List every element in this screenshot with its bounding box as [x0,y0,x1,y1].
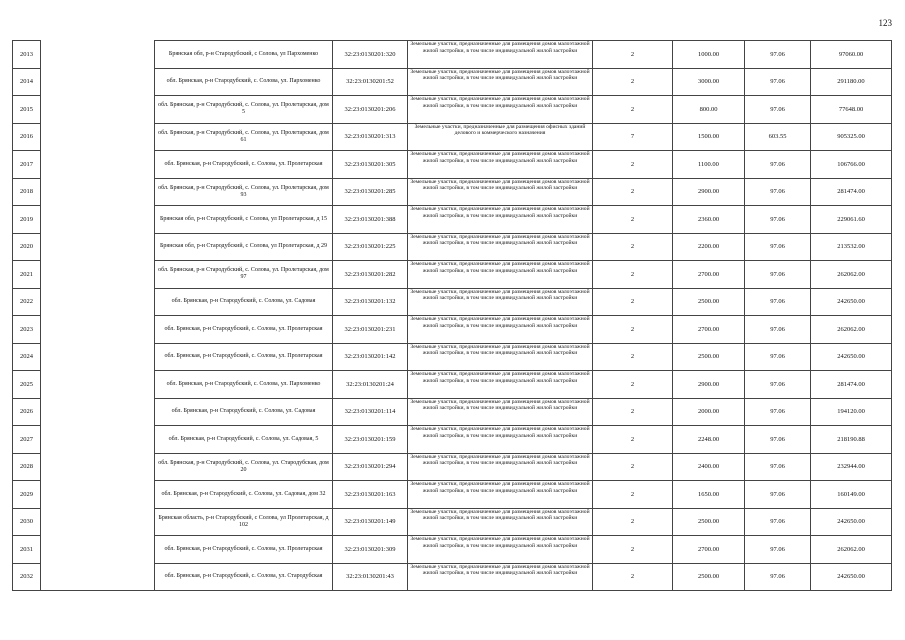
group-cell: 2 [593,41,673,69]
cadastral-value-cell: 77648.00 [811,96,892,124]
area-cell: 2900.00 [673,178,745,206]
row-number-cell: 2022 [13,288,41,316]
area-cell: 2700.00 [673,261,745,289]
table-row [13,206,892,234]
cadastral-value-cell: 160149.00 [811,481,892,509]
cadastral-value-cell: 281474.00 [811,178,892,206]
rate-cell: 97.06 [745,508,811,536]
address-cell: обл. Брянская, р-н Стародубский, с. Солова, ул. Пролетарская, дом 93 [155,178,333,206]
row-number-cell: 2020 [13,233,41,261]
blank-cell [41,453,155,481]
address-cell: обл. Брянская, р-н Стародубский, с. Солова, ул. Пархоменко [155,68,333,96]
group-cell: 2 [593,316,673,344]
cadastral-number-cell: 32:23:0130201:305 [333,151,408,179]
address-cell: обл. Брянская, р-н Стародубский, с. Солова, ул. Пролетарская [155,536,333,564]
cadastral-number-cell: 32:23:0130201:225 [333,233,408,261]
rate-cell: 97.06 [745,426,811,454]
cadastral-value-cell: 291180.00 [811,68,892,96]
row-number-cell: 2029 [13,481,41,509]
area-cell: 2500.00 [673,508,745,536]
row-number-cell: 2021 [13,261,41,289]
cadastral-value-cell: 106766.00 [811,151,892,179]
area-cell: 2700.00 [673,316,745,344]
table-row [13,261,892,289]
cadastral-number-cell: 32:23:0130201:163 [333,481,408,509]
cadastral-value-cell: 242650.00 [811,563,892,591]
group-cell: 2 [593,453,673,481]
group-cell: 2 [593,261,673,289]
rate-cell: 97.06 [745,41,811,69]
cadastral-value-cell: 262062.00 [811,261,892,289]
cadastral-number-cell: 32:23:0130201:114 [333,398,408,426]
blank-cell [41,206,155,234]
group-cell: 2 [593,426,673,454]
land-use-cell: Земельные участки, предназначенные для размещения домов малоэтажной жилой застройки, в том числе индивидуальной жилой застройки [408,68,593,96]
rate-cell: 97.06 [745,68,811,96]
area-cell: 2500.00 [673,343,745,371]
land-use-cell: Земельные участки, предназначенные для размещения домов малоэтажной жилой застройки, в том числе индивидуальной жилой застройки [408,536,593,564]
table-row [13,453,892,481]
table-row [13,178,892,206]
cadastral-number-cell: 32:23:0130201:206 [333,96,408,124]
row-number-cell: 2026 [13,398,41,426]
row-number-cell: 2030 [13,508,41,536]
row-number-cell: 2014 [13,68,41,96]
blank-cell [41,481,155,509]
group-cell: 2 [593,206,673,234]
rate-cell: 97.06 [745,398,811,426]
blank-cell [41,178,155,206]
cadastral-value-cell: 242650.00 [811,343,892,371]
land-use-cell: Земельные участки, предназначенные для размещения офисных зданий делового и коммерческого назначения [408,123,593,151]
group-cell: 2 [593,398,673,426]
row-number-cell: 2019 [13,206,41,234]
group-cell: 7 [593,123,673,151]
group-cell: 2 [593,288,673,316]
land-use-cell: Земельные участки, предназначенные для размещения домов малоэтажной жилой застройки, в том числе индивидуальной жилой застройки [408,233,593,261]
area-cell: 2360.00 [673,206,745,234]
blank-cell [41,316,155,344]
table-row [13,288,892,316]
cadastral-number-cell: 32:23:0130201:285 [333,178,408,206]
blank-cell [41,68,155,96]
blank-cell [41,536,155,564]
table-row [13,536,892,564]
land-use-cell: Земельные участки, предназначенные для размещения домов малоэтажной жилой застройки, в том числе индивидуальной жилой застройки [408,316,593,344]
cadastral-value-cell: 242650.00 [811,288,892,316]
cadastral-number-cell: 32:23:0130201:52 [333,68,408,96]
table-row [13,343,892,371]
rate-cell: 97.06 [745,371,811,399]
land-use-cell: Земельные участки, предназначенные для размещения домов малоэтажной жилой застройки, в том числе индивидуальной жилой застройки [408,151,593,179]
address-cell: Брянская обл, р-н Стародубский, с Солова, ул Пролетарская, д 15 [155,206,333,234]
cadastral-number-cell: 32:23:0130201:309 [333,536,408,564]
rate-cell: 97.06 [745,261,811,289]
rate-cell: 97.06 [745,178,811,206]
rate-cell: 97.06 [745,481,811,509]
land-use-cell: Земельные участки, предназначенные для размещения домов малоэтажной жилой застройки, в том числе индивидуальной жилой застройки [408,481,593,509]
row-number-cell: 2013 [13,41,41,69]
cadastral-number-cell: 32:23:0130201:149 [333,508,408,536]
area-cell: 2200.00 [673,233,745,261]
cadastral-number-cell: 32:23:0130201:159 [333,426,408,454]
table-row [13,68,892,96]
table-row [13,96,892,124]
blank-cell [41,426,155,454]
area-cell: 2900.00 [673,371,745,399]
cadastral-value-cell: 218190.88 [811,426,892,454]
cadastral-value-table [12,40,892,591]
blank-cell [41,151,155,179]
land-use-cell: Земельные участки, предназначенные для размещения домов малоэтажной жилой застройки, в том числе индивидуальной жилой застройки [408,41,593,69]
table-row [13,316,892,344]
blank-cell [41,96,155,124]
blank-cell [41,233,155,261]
rate-cell: 97.06 [745,453,811,481]
rate-cell: 603.55 [745,123,811,151]
land-use-cell: Земельные участки, предназначенные для размещения домов малоэтажной жилой застройки, в том числе индивидуальной жилой застройки [408,96,593,124]
address-cell: Брянская обл, р-н Стародубский, с Солова, ул Пролетарская, д 29 [155,233,333,261]
area-cell: 2500.00 [673,563,745,591]
area-cell: 1100.00 [673,151,745,179]
land-use-cell: Земельные участки, предназначенные для размещения домов малоэтажной жилой застройки, в том числе индивидуальной жилой застройки [408,288,593,316]
group-cell: 2 [593,68,673,96]
address-cell: обл. Брянская, р-н Стародубский, с. Солова, ул. Пролетарская, дом 61 [155,123,333,151]
table-row [13,123,892,151]
address-cell: обл. Брянская, р-н Стародубский, с. Солова, ул. Стародубская [155,563,333,591]
cadastral-value-cell: 229061.60 [811,206,892,234]
rate-cell: 97.06 [745,563,811,591]
cadastral-value-cell: 262062.00 [811,536,892,564]
cadastral-value-cell: 281474.00 [811,371,892,399]
area-cell: 2400.00 [673,453,745,481]
table-row [13,508,892,536]
group-cell: 2 [593,96,673,124]
cadastral-number-cell: 32:23:0130201:132 [333,288,408,316]
cadastral-value-cell: 242650.00 [811,508,892,536]
cadastral-number-cell: 32:23:0130201:43 [333,563,408,591]
address-cell: Брянская обл, р-н Стародубский, с Солова, ул Пархоменко [155,41,333,69]
row-number-cell: 2032 [13,563,41,591]
table-row [13,563,892,591]
address-cell: обл. Брянская, р-н Стародубский, с. Солова, ул. Пархоменко [155,371,333,399]
cadastral-number-cell: 32:23:0130201:142 [333,343,408,371]
group-cell: 2 [593,508,673,536]
cadastral-number-cell: 32:23:0130201:313 [333,123,408,151]
blank-cell [41,123,155,151]
cadastral-value-cell: 213532.00 [811,233,892,261]
row-number-cell: 2016 [13,123,41,151]
area-cell: 1000.00 [673,41,745,69]
table-row [13,41,892,69]
cadastral-number-cell: 32:23:0130201:231 [333,316,408,344]
area-cell: 800.00 [673,96,745,124]
group-cell: 2 [593,371,673,399]
land-use-cell: Земельные участки, предназначенные для размещения домов малоэтажной жилой застройки, в том числе индивидуальной жилой застройки [408,508,593,536]
group-cell: 2 [593,563,673,591]
blank-cell [41,371,155,399]
area-cell: 1500.00 [673,123,745,151]
row-number-cell: 2027 [13,426,41,454]
row-number-cell: 2024 [13,343,41,371]
rate-cell: 97.06 [745,343,811,371]
address-cell: обл. Брянская, р-н Стародубский, с. Солова, ул. Садовая, дом 32 [155,481,333,509]
cadastral-value-cell: 232944.00 [811,453,892,481]
row-number-cell: 2015 [13,96,41,124]
cadastral-value-cell: 262062.00 [811,316,892,344]
table-row [13,371,892,399]
address-cell: обл. Брянская, р-н Стародубский, с. Солова, ул. Садовая [155,288,333,316]
table-row [13,151,892,179]
blank-cell [41,508,155,536]
table-row [13,233,892,261]
address-cell: обл. Брянская, р-н Стародубский, с. Солова, ул. Стародубская, дом 20 [155,453,333,481]
row-number-cell: 2031 [13,536,41,564]
cadastral-number-cell: 32:23:0130201:282 [333,261,408,289]
group-cell: 2 [593,151,673,179]
rate-cell: 97.06 [745,206,811,234]
row-number-cell: 2028 [13,453,41,481]
area-cell: 2500.00 [673,288,745,316]
cadastral-number-cell: 32:23:0130201:388 [333,206,408,234]
table-row [13,426,892,454]
rate-cell: 97.06 [745,233,811,261]
rate-cell: 97.06 [745,96,811,124]
cadastral-number-cell: 32:23:0130201:320 [333,41,408,69]
address-cell: обл. Брянская, р-н Стародубский, с. Солова, ул. Пролетарская [155,151,333,179]
land-use-cell: Земельные участки, предназначенные для размещения домов малоэтажной жилой застройки, в том числе индивидуальной жилой застройки [408,343,593,371]
cadastral-value-cell: 194120.00 [811,398,892,426]
area-cell: 2700.00 [673,536,745,564]
group-cell: 2 [593,536,673,564]
land-use-cell: Земельные участки, предназначенные для размещения домов малоэтажной жилой застройки, в том числе индивидуальной жилой застройки [408,371,593,399]
rate-cell: 97.06 [745,316,811,344]
address-cell: обл. Брянская, р-н Стародубский, с. Солова, ул. Пролетарская, дом 97 [155,261,333,289]
group-cell: 2 [593,233,673,261]
land-use-cell: Земельные участки, предназначенные для размещения домов малоэтажной жилой застройки, в том числе индивидуальной жилой застройки [408,261,593,289]
row-number-cell: 2025 [13,371,41,399]
page-number: 123 [878,18,892,28]
blank-cell [41,398,155,426]
rate-cell: 97.06 [745,536,811,564]
group-cell: 2 [593,343,673,371]
table-row [13,481,892,509]
rate-cell: 97.06 [745,288,811,316]
table-body [13,41,892,591]
area-cell: 3000.00 [673,68,745,96]
area-cell: 2248.00 [673,426,745,454]
rate-cell: 97.06 [745,151,811,179]
row-number-cell: 2017 [13,151,41,179]
cadastral-value-cell: 97060.00 [811,41,892,69]
land-use-cell: Земельные участки, предназначенные для размещения домов малоэтажной жилой застройки, в том числе индивидуальной жилой застройки [408,426,593,454]
land-use-cell: Земельные участки, предназначенные для размещения домов малоэтажной жилой застройки, в том числе индивидуальной жилой застройки [408,178,593,206]
blank-cell [41,41,155,69]
cadastral-number-cell: 32:23:0130201:24 [333,371,408,399]
group-cell: 2 [593,178,673,206]
area-cell: 1650.00 [673,481,745,509]
cadastral-number-cell: 32:23:0130201:294 [333,453,408,481]
land-use-cell: Земельные участки, предназначенные для размещения домов малоэтажной жилой застройки, в том числе индивидуальной жилой застройки [408,453,593,481]
blank-cell [41,343,155,371]
row-number-cell: 2018 [13,178,41,206]
address-cell: обл. Брянская, р-н Стародубский, с. Солова, ул. Пролетарская [155,316,333,344]
address-cell: Брянская область, р-н Стародубский, с Солова, ул Пролетарская, д 102 [155,508,333,536]
blank-cell [41,288,155,316]
land-use-cell: Земельные участки, предназначенные для размещения домов малоэтажной жилой застройки, в том числе индивидуальной жилой застройки [408,398,593,426]
table-row [13,398,892,426]
blank-cell [41,563,155,591]
address-cell: обл. Брянская, р-н Стародубский, с. Солова, ул. Пролетарская [155,343,333,371]
area-cell: 2000.00 [673,398,745,426]
land-use-cell: Земельные участки, предназначенные для размещения домов малоэтажной жилой застройки, в том числе индивидуальной жилой застройки [408,563,593,591]
land-use-cell: Земельные участки, предназначенные для размещения домов малоэтажной жилой застройки, в том числе индивидуальной жилой застройки [408,206,593,234]
address-cell: обл. Брянская, р-н Стародубский, с. Солова, ул. Садовая [155,398,333,426]
address-cell: обл. Брянская, р-н Стародубский, с. Солова, ул. Садовая, 5 [155,426,333,454]
blank-cell [41,261,155,289]
address-cell: обл. Брянская, р-н Стародубский, с. Солова, ул. Пролетарская, дом 5 [155,96,333,124]
group-cell: 2 [593,481,673,509]
cadastral-value-cell: 905325.00 [811,123,892,151]
row-number-cell: 2023 [13,316,41,344]
